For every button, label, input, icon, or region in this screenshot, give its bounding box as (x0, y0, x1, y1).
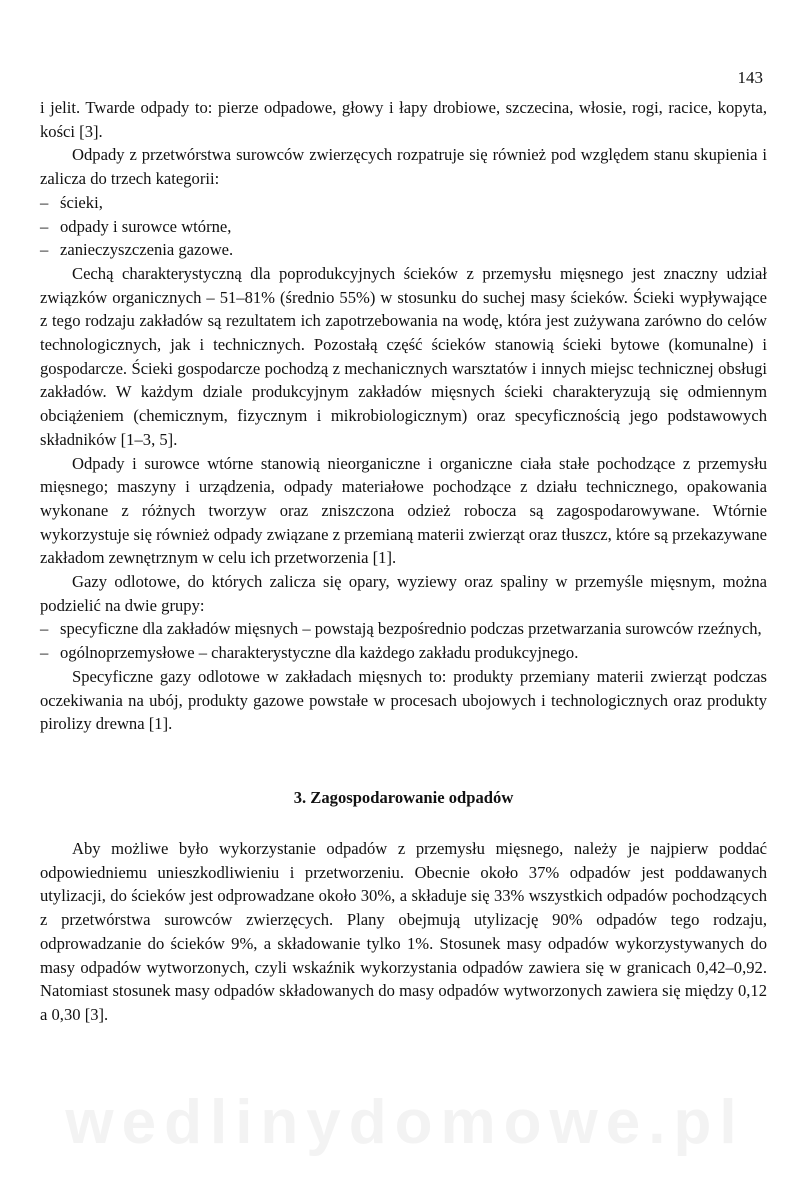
list-item: – zanieczyszczenia gazowe. (40, 238, 767, 262)
paragraph-5: Gazy odlotowe, do których zalicza się opary, wyziewy oraz spaliny w przemyśle mięsnym, można podzielić na dwie grupy: (40, 572, 767, 615)
list-item: – ścieki, (40, 191, 767, 215)
watermark-logo: wedlinydomowe.pl (65, 1088, 745, 1157)
paragraph-6: Specyficzne gazy odlotowe w zakładach mięsnych to: produkty przemiany materii zwierząt podczas oczekiwania na ubój, produkty gazowe powstałe w procesach ubojowych i technologicznych oraz produkty pirolizy drewna [1]. (40, 666, 767, 734)
paragraph-4: Odpady i surowce wtórne stanowią nieorganiczne i organiczne ciała stałe pochodzące z przemysłu mięsnego; maszyny i urządzenia, odpady materiałowe pochodzące z działu technicznego, opakowania wykonane z różnych tworzyw oraz zniszczona odzież robocza są zagospodarowywane. Wtórnie wykorzystuje się również odpady związane z przemianą materii zwierząt oraz tłuszcz, które są przekazywane zakładom zewnętrznym w celu ich przetworzenia [1]. (40, 453, 767, 568)
page-content (40, 96, 767, 1027)
paragraph-7: Aby możliwe było wykorzystanie odpadów z przemysłu mięsnego, należy je najpierw poddać odpowiedniemu unieszkodliwieniu i przetworzeniu. Obecnie około 37% odpadów jest poddawanych utylizacji, do ścieków jest odprowadzane około 30%, a składuje się 33% wszystkich odpadów pochodzących z przetwórstwa surowców zwierzęcych. Plany obejmują utylizację 90% odpadów tego rodzaju, odprowadzanie do ścieków 9%, a składowanie tylko 1%. Stosunek masy odpadów wykorzystywanych do masy odpadów wytworzonych, czyli wskaźnik wykorzystania odpadów zawiera się w granicach 0,42–0,92. Natomiast stosunek masy odpadów składowanych do masy odpadów wytworzonych zawiera się między 0,12 a 0,30 [3]. (40, 838, 767, 1024)
list-item: – odpady i surowce wtórne, (40, 215, 767, 239)
page-number: 143 (737, 68, 763, 87)
list-gas-groups (40, 617, 767, 664)
list-item: – ogólnoprzemysłowe – charakterystyczne dla każdego zakładu produkcyjnego. (40, 641, 767, 665)
section-heading: 3. Zagospodarowanie odpadów (293, 787, 514, 807)
list-item: – specyficzne dla zakładów mięsnych – powstają bezpośrednio podczas przetwarzania surowców rzeźnych, (40, 617, 767, 641)
paragraph-2: Odpady z przetwórstwa surowców zwierzęcych rozpatruje się również pod względem stanu skupienia i zalicza do trzech kategorii: (40, 145, 767, 189)
paragraph-3: Cechą charakterystyczną dla poprodukcyjnych ścieków z przemysłu mięsnego jest znaczny udział związków organicznych – 51–81% (średnio 55%) w stosunku do suchej masy ścieków. Ścieki wypływające z tego rodzaju zakładów są rezultatem ich zapotrzebowania na wodę, która jest zużywana zarówno do celów technologicznych, jak i technicznych. Pozostałą część ścieków stanowią ścieki bytowe (komunalne) i gospodarcze. Ścieki gospodarcze pochodzą z mechanicznych warsztatów i innych miejsc technicznej obsługi zakładów. W każdym dziale produkcyjnym zakładów mięsnych ścieki charakteryzują się odmiennym obciążeniem (chemicznym, fizycznym i mikrobiologicznym) oraz specyficznością jego podstawowych składników [1–3, 5]. (40, 263, 767, 449)
paragraph-1: i jelit. Twarde odpady to: pierze odpadowe, głowy i łapy drobiowe, szczecina, włosie, rogi, racice, kopyta, kości [3]. (40, 98, 767, 141)
list-waste-categories (40, 191, 767, 262)
